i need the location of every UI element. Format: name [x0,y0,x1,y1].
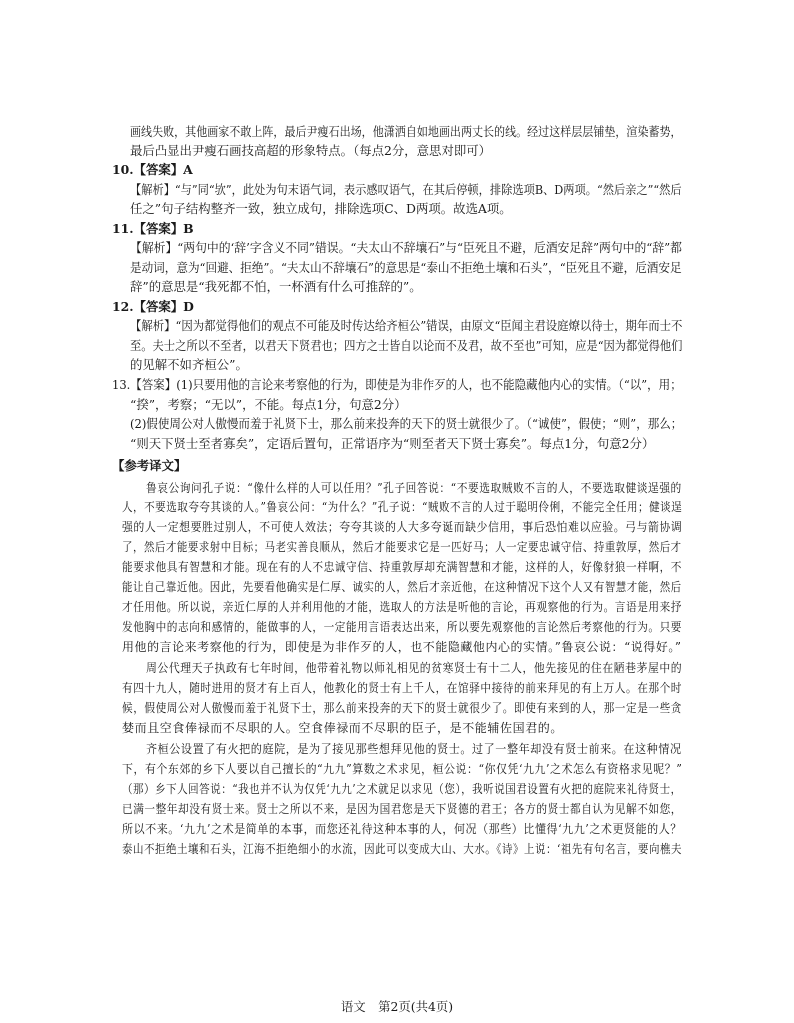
translation-line-2: 人，不要选取夸夸其谈的人。”鲁哀公问：“为什么？”孔子说：“贼败不言的人过于聪明伶俐，不能完全任用；健谈逞 [122,500,683,514]
q12-answer: 12.【答案】D [112,299,194,314]
q12-analysis-line-1: 【解析】“因为都觉得他们的观点不可能及时传达给齐桓公”错误，由原文“臣闻主君设庭燎以待士，期年而士不 [130,318,683,333]
translation-line-6: 能让自己靠近他。因此，先要看他确实是仁厚、诚实的人，然后才亲近他，在这种情况下这个人又有智慧才能，然后 [122,580,682,594]
intro-line-2: 最后凸显出尹瘦石画技高超的形象特点。（每点2分，意思对即可） [130,143,492,158]
translation-line-16: （那）乡下人回答说：“我也并不认为仅凭‘九九’之术就足以求见（您），我听说国君设置有火把的庭院来礼待贤士， [122,782,682,796]
translation-heading: 【参考译文】 [112,458,187,473]
translation-line-14: 齐桓公设置了有火把的庭院，是为了接见那些想拜见他的贤士。过了一整年却没有贤士前来。在这种情况 [146,742,682,756]
translation-line-13: 婪而且空食俸禄而不尽职的人。空食俸禄而不尽职的臣子，是不能辅佐国君的。 [122,721,564,735]
page-footer: 语文 第2页(共4页) [340,999,454,1014]
translation-line-15: 下，有个东郊的乡下人要以自己擅长的“九九”算数之术求见，桓公说：“你仅凭‘九九’之术怎么有资格求见呢？” [122,762,683,776]
translation-line-12: 候，假使周公对人傲慢而羞于礼贤下士，那么前来投奔的天下的贤士就很少了。即使有来到的人，那一定是一些贪 [122,701,683,715]
q10-analysis-line-2: 任之”句子结构整齐一致，独立成句，排除选项C、D两项。故选A项。 [130,201,512,216]
translation-line-1: 鲁哀公询问孔子说：“像什么样的人可以任用？”孔子回答说：“不要选取贼败不言的人，不要选取健谈逞强的 [146,481,682,495]
intro-line-1: 画线失败，其他画家不敢上阵，最后尹瘦石出场，他潇洒自如地画出两丈长的线。经过这样层层铺垫，渲染蓄势， [130,124,682,139]
translation-line-11: 有四十九人，随时进用的贤才有上百人，他教化的贤士有上千人，在馆驿中接待的前来拜见的有上万人。在那个时 [122,681,683,695]
q13-line-3: “则天下贤士至者寡矣”，定语后置句，正常语序为“则至者天下贤士寡矣”。每点1分，句意2分） [130,436,655,451]
q10-analysis-line-1: 【解析】“与”同“欤”，此处为句末语气词，表示感叹语气，在其后停顿，排除选项B、D两项。“然后亲之”“然后 [130,182,682,197]
translation-line-7: 才任用他。所以说，亲近仁厚的人并利用他的才能，选取人的方法是听他的言论，再观察他的行为。言语是用来抒 [122,600,683,614]
translation-line-3: 强的人一定想要胜过别人，不可使人效法；夸夸其谈的人大多夸诞而缺少信用，事后恐怕难以应验。弓与箭协调 [122,520,683,534]
q13-answer-line: 13.【答案】(1)只要用他的言论来考察他的行为，即使是为非作歹的人，也不能隐藏他内心的实情。（“以”，用； [112,377,682,392]
q12-analysis-line-3: 的见解不如齐桓公”。 [130,357,248,372]
translation-line-19: 泰山不拒绝土壤和石头，江海不拒绝细小的水流，因此可以变成大山、大水。《诗》上说：‘祖先有句名言，要向樵夫 [122,842,683,856]
q11-analysis-line-2: 是动词，意为“回避、拒绝”。“夫太山不辞壤石”的意思是“泰山不拒绝土壤和石头”，“臣死且不避，卮酒安足 [130,260,682,275]
translation-line-18: 所以不来。‘九九’之术是简单的本事，而您还礼待这种本事的人，何况（那些）比懂得‘九九’之术更贤能的人？ [122,822,682,836]
q12-analysis-line-2: 至。夫士之所以不至者，以君天下贤君也；四方之士皆自以论而不及君，故不至也”可知，应是“因为都觉得他们 [130,338,683,353]
q13-line-2: (2)假使周公对人傲慢而羞于礼贤下士，那么前来投奔的天下的贤士就很少了。（“诚使”，假使；“则”，那么； [130,416,683,431]
translation-line-17: 已满一整年却没有贤士来。贤士之所以不来，是因为国君您是天下贤德的君王；各方的贤士都自认为见解不如您， [122,802,683,816]
q11-answer: 11.【答案】B [112,221,194,236]
q13-line-1: “揆”，考察；“无以”，不能。每点1分，句意2分） [130,397,407,412]
translation-line-4: 了，然后才能要求射中目标；马老实善良顺从，然后才能要求它是一匹好马；人一定要忠诚守信、持重敦厚，然后才 [122,540,682,554]
translation-line-9: 用他的言论来考察他的行为，即使是为非作歹的人，也不能隐藏他内心的实情。”鲁哀公说：“说得好。” [122,640,682,654]
translation-line-5: 能要求他具有智慧和才能。现在有的人不忠诚守信、持重敦厚却充满智慧和才能，这样的人，好像豺狼一样啊，不 [122,560,683,574]
q10-answer: 10.【答案】A [112,162,193,177]
translation-line-10: 周公代理天子执政有七年时间，他带着礼物以师礼相见的贫寒贤士有十二人，他先接见的住在陋巷茅屋中的 [146,661,683,675]
translation-line-8: 发他胸中的志向和感情的，能做事的人，一定能用言语表达出来，所以要先观察他的言论然后考察他的行为。只要 [122,620,683,634]
q11-analysis-line-3: 辞”的意思是“我死都不怕，一杯酒有什么可推辞的”。 [130,279,422,294]
q11-analysis-line-1: 【解析】“两句中的‘辞’字含义不同”错误。“夫太山不辞壤石”与“臣死且不避，卮酒安足辞”两句中的“辞”都 [130,240,682,255]
